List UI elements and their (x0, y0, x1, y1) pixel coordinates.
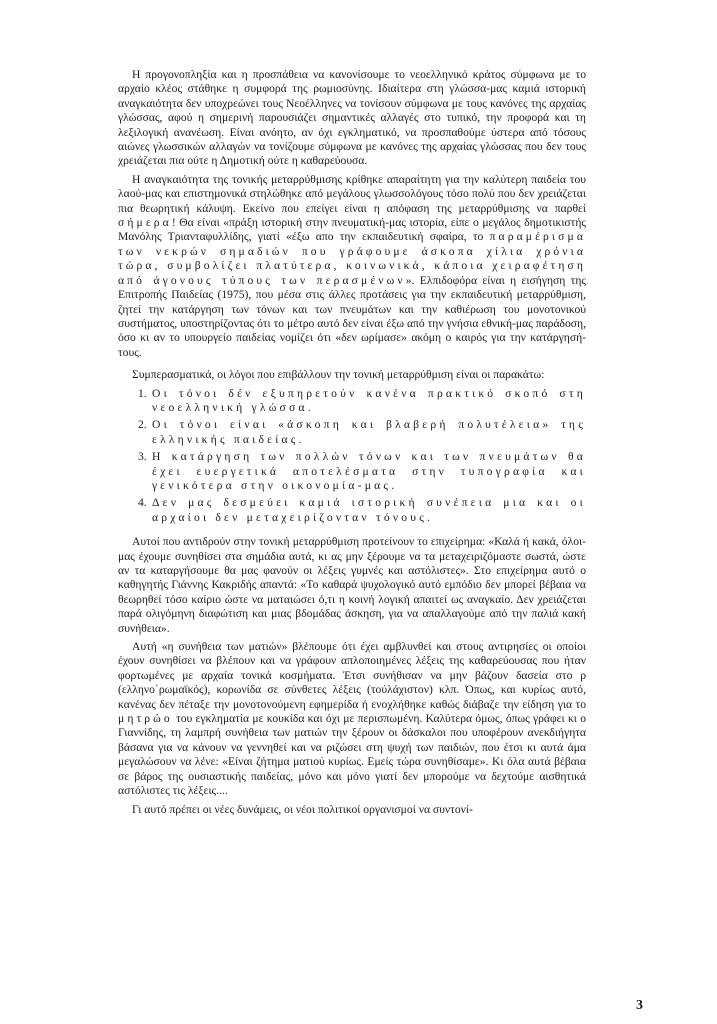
list-item-number: 3. (138, 450, 147, 464)
list-item (138, 387, 586, 416)
paragraph-6: Γι αυτό πρέπει οι νέες δυνάμεις, οι νέοι πολιτικοί οργανισμοί να συντονί- (132, 802, 473, 816)
list-item-number: 1. (138, 386, 147, 400)
paragraph-5-part-a: Αυτή «η συνήθεια των ματιών» βλέπουμε ότι έχει αμβλυνθεί και στους αντιρησίες οι οποίοι έχουν συνηθίσει να βλέπουν και να γράφουν απλοποιημένες λέξεις της καθαρεύουσας που ήταν φορτωμένες με αρχαία τονικά κοσμήματα. Έτσι συνήθισαν να μην βάζουν δασεία στο ρ (ελληνο΄ρωμαϊκός), κορωνίδα σε σύνθετες λέξεις (τούλάχιστον) κλπ. Όπως, και κυρίως αυτό, κανένας δεν πέταξε την μονοτονούμενη εφημερίδα ή ενοχλήθηκε καθώς διάβαζε την είδηση για το (118, 640, 586, 711)
paragraph-1: Η προγονοπληξία και η προσπάθεια να κανονίσουμε το νεοελληνικό κράτος σύμφωνα με το αρχαίο κλέος στάθηκε η συμφορά της ρωμιοσύνης. Ιδιαίτερα στη γλώσσα-μας καμιά ιστορική αναγκαιότητα δεν υποχρεώνει τους Νεοέλληνες να τονίσουν σύμφωνα με τους κανόνες της αρχαίας γλώσσας, αφού η σημερινή παρουσιάζει σημαντικές αλλαγές στο τυπικό, την προφορά και τη λεξιλογική ανανέωση. Είναι ανόητο, αν όχι εγκληματικό, να προσπαθούμε ύστερα από τόσους αιώνες γλωσσικών αλλαγών να τονίζουμε σύμφωνα με κανόνες της αρχαίας γλώσσας που δεν τους χρειάζεται πια ούτε η Δημοτική ούτε η καθαρεύουσα. (118, 68, 586, 168)
list-item-text: Δεν μας δεσμεύει καμιά ιστορική συνέπεια μια και οι αρχαίοι δεν μεταχειρίζονταν τόνους. (152, 496, 586, 524)
paragraph-2-part-b: ! Θα είναι «πράξη ιστορική στην πνευματική-μας ιστορία, είπε ο μεγάλος δημοτικιστής Μανόλης Τριανταφυλλίδης, γιατί «έξω απο την εκπαιδευτική σφαίρα, το (118, 216, 586, 244)
list-item-number: 4. (138, 496, 147, 510)
spaced-word-registry: μητρώο (118, 712, 173, 726)
page-number: 3 (636, 998, 643, 1013)
list-item-text: Οι τόνοι δέν εξυπηρετούν κανένα πρακτικό σκοπό στη νεοελληνική γλώσσα. (152, 386, 586, 414)
paragraph-3: Συμπερασματικά, οι λόγοι που επιβάλλουν την τονική μεταρρύθμιση είναι οι παρακάτω: (132, 368, 545, 382)
paragraph-2 (118, 173, 586, 360)
list-item-number: 2. (138, 418, 147, 432)
paragraph-2-part-a: Η αναγκαιότητα της τονικής μεταρρύθμισης κρίθηκε απαραίτητη για την καλύτερη παιδεία του λαού-μας και επιστημονικά στηλώθηκε από μεγάλους γλωσσολόγους τόσο πολύ που δεν χρειάζεται πια θεωρητική κάλυψη. Εκείνο που επείγει είναι η απόφαση της μεταρρύθμισης να παρθεί (118, 172, 586, 215)
paragraph-4: Αυτοί που αντιδρούν στην τονική μεταρρύθμιση προτείνουν το επιχείρημα: «Καλά ή κακά, όλοι-μας έχουμε συνηθίσει στα σημάδια αυτά, κι ας μην ξέρουμε να τα μεταχειριζόμαστε σωστά, ώστε αν τα καταργήσουμε θα μας φανούν οι λέξεις γυμνές και αστόλιστες». Στο επιχείρημα αυτό ο καθηγητής Γιάννης Κακριδής απαντά: «Το καθαρά ψυχολογικό αυτό εμπόδιο δεν μπορεί βέβαια να θεωρηθεί τόσο καίριο ώστε να ματαιώσει ό,τι η κοινή λογική απαιτεί ως αναγκαίο. Δεν χρειάζεται παρά ολιγόμηνη διαφώτιση και μιας βδομάδας άσκηση, για να απαλλαγούμε από την παλιά κακή συνήθεια». (118, 535, 586, 635)
list-item (138, 450, 586, 493)
body-text (118, 68, 586, 821)
list-item-text: Οι τόνοι είναι «άσκοπη και βλαβερή πολυτέλεια» της ελληνικής παιδείας. (152, 418, 586, 446)
emphasis-today: σήμερα (118, 216, 172, 230)
list-item (138, 418, 586, 447)
paragraph-5 (118, 640, 586, 798)
reasons-list (118, 387, 586, 526)
paragraph-5-part-b: του εγκληματία με κουκίδα και όχι με περισπωμένη. Καλύτερα όμως, όπως γράφει κι ο Γιαννίδης, τη λαμπρή συνήθεια των ματιών την ξέρουν οι δάσκαλοι που υποφέρουν ανεκδιήγητα βάσανα για να κάνουν να γεννηθεί και να ριζώσει στη ψυχή των παιδιών, που έτσι κι αυτά άμα μεγαλώσουν να λένε: «Είναι ζήτημα ματιού κυρίως. Εμείς τώρα συνηθίσαμε». Κι όλα αυτά βέβαια σε βάρος της ουσιαστικής παιδείας, μόνο και μόνο γιατί δεν μπορούμε να δεχτούμε αισθητικά αστόλιστες τις λέξεις.... (118, 712, 586, 798)
list-item-text: Η κατάργηση των πολλών τόνων και των πνευμάτων θα έχει ευεργετικά αποτελέσματα στην τυπογραφία και γενικότερα στην οικονομία-μας. (152, 450, 586, 492)
paragraph-2-part-c: ». Ελπιδοφόρα είναι η εισήγηση της Επιτροπής Παιδείας (1975), που μέσα στις άλλες προτάσεις για την εκπαιδευτική μεταρρύθμιση, ζητεί την κατάργηση των τόνων και των πνευμάτων και την καθιέρωση του μονοτονικού συστήματος, υποστηρίζοντας ότι το μέτρο αυτό δεν είναι έξω από την γνήσια εθνική-μας παράδοση, όσο κι αν το υπουργείο παιδείας νομίζει ότι «δεν ωρίμασε» ακόμη ο καιρός για την κατάργησή-τους. (118, 273, 586, 359)
spaced-quote: παραμέρισμα των νεκρών σημαδιών που γράφουμε άσκοπα χίλια χρόνια τώρα, συμβολίζει πλατύτερα, κοινωνικά, κάποια χειραφέτηση από άγονους τύπους των περασμένων (118, 230, 586, 287)
list-item (138, 496, 586, 525)
